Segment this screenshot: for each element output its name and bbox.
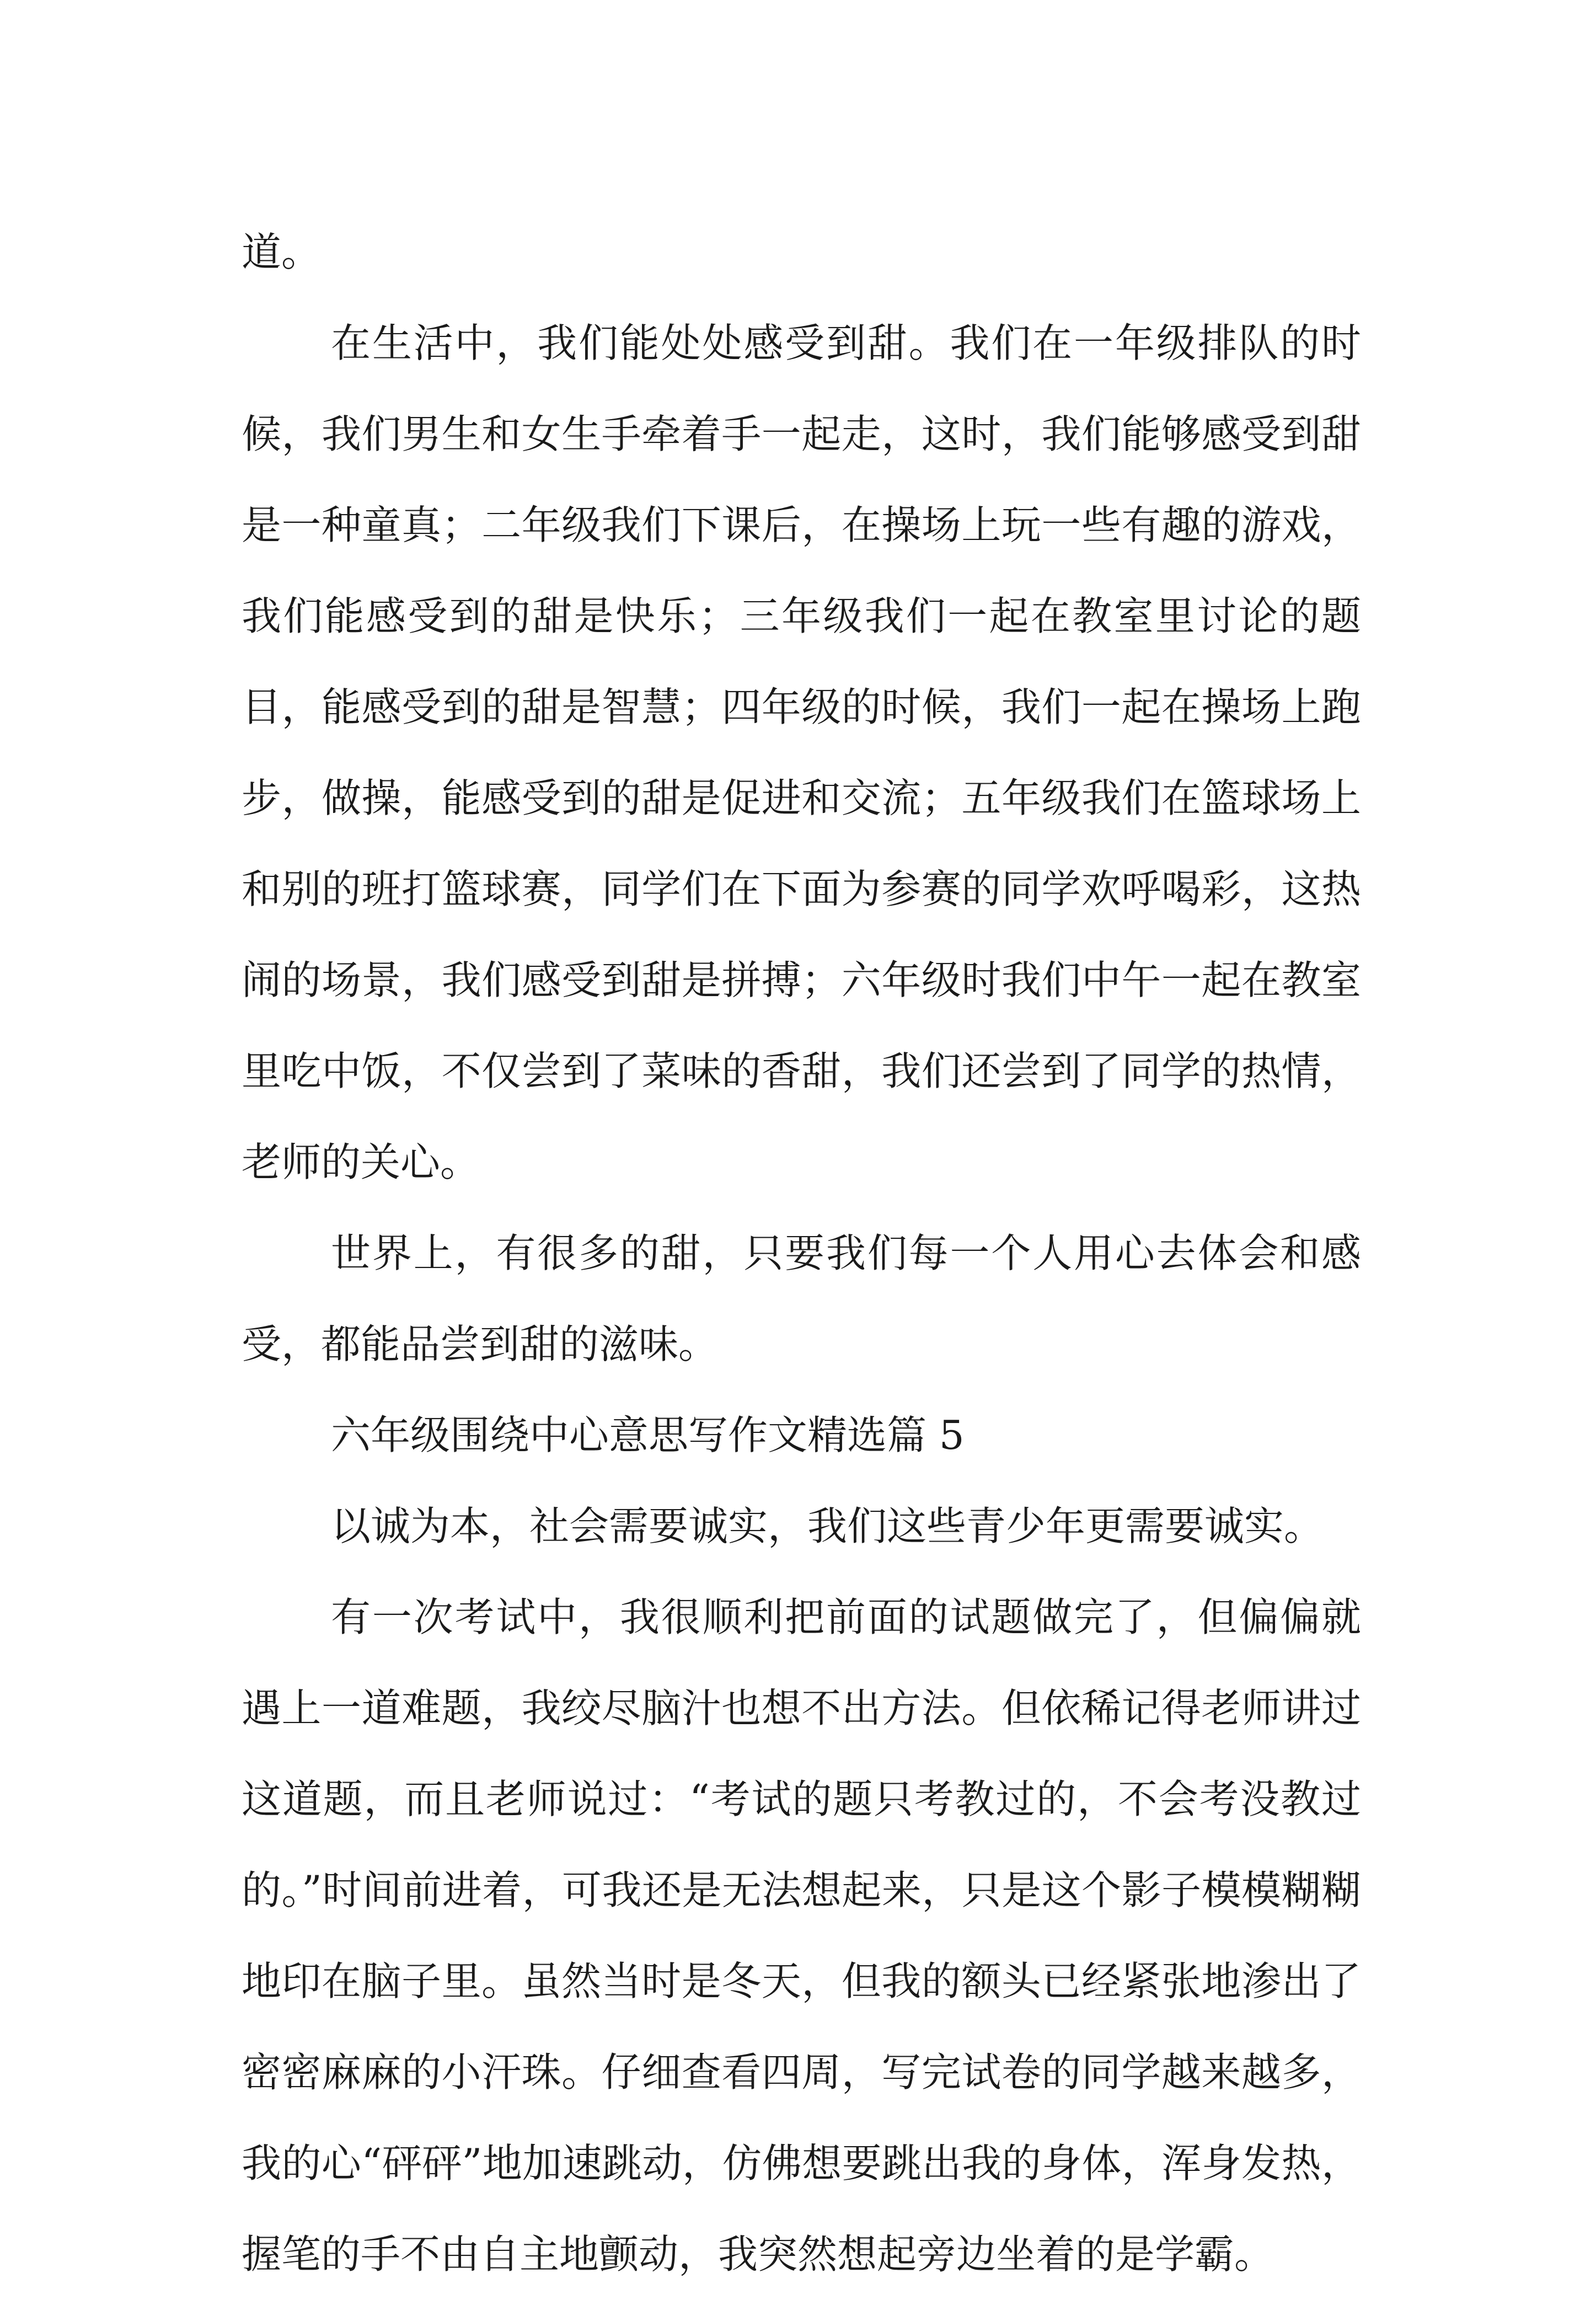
section-heading: 六年级围绕中心意思写作文精选篇 5 — [331, 1412, 965, 1458]
paragraph-world-sweetness: 世界上，有很多的甜，只要我们每一个人用心去体会和感受，都能品尝到甜的滋味。 — [242, 1230, 1361, 1367]
paragraph-exam-story: 有一次考试中，我很顺利把前面的试题做完了，但偏偏就遇上一道难题，我绞尽脑汁也想不出方法。但依稀记得老师讲过这道题，而且老师说过：“考试的题只考教过的，不会考没教过的。”时间前进着，可我还是无法想起来，只是这个影子模模糊糊地印在脑子里。虽然当时是冬天，但我的额头已经紧张地渗出了密密麻麻的小汗珠。仔细查看四周，写完试卷的同学越来越多，我的心“砰砰”地加速跳动，仿佛想要跳出我的身体，浑身发热，握笔的手不由自主地颤动，我突然想起旁边坐着的是学霸。 — [242, 1594, 1361, 2277]
paragraph-honesty: 以诚为本，社会需要诚实，我们这些青少年更需要诚实。 — [331, 1503, 1324, 1549]
article-body — [242, 207, 1361, 2300]
paragraph-sweetness-in-life: 在生活中，我们能处处感受到甜。我们在一年级排队的时候，我们男生和女生手牵着手一起走，这时，我们能够感受到甜是一种童真；二年级我们下课后，在操场上玩一些有趣的游戏，我们能感受到的甜是快乐；三年级我们一起在教室里讨论的题目，能感受到的甜是智慧；四年级的时候，我们一起在操场上跑步，做操，能感受到的甜是促进和交流；五年级我们在篮球场上和别的班打篮球赛，同学们在下面为参赛的同学欢呼喝彩，这热闹的场景，我们感受到甜是拼搏；六年级时我们中午一起在教室里吃中饭，不仅尝到了菜味的香甜，我们还尝到了同学的热情，老师的关心。 — [242, 320, 1361, 1185]
paragraph-continuation: 道。 — [242, 229, 322, 275]
